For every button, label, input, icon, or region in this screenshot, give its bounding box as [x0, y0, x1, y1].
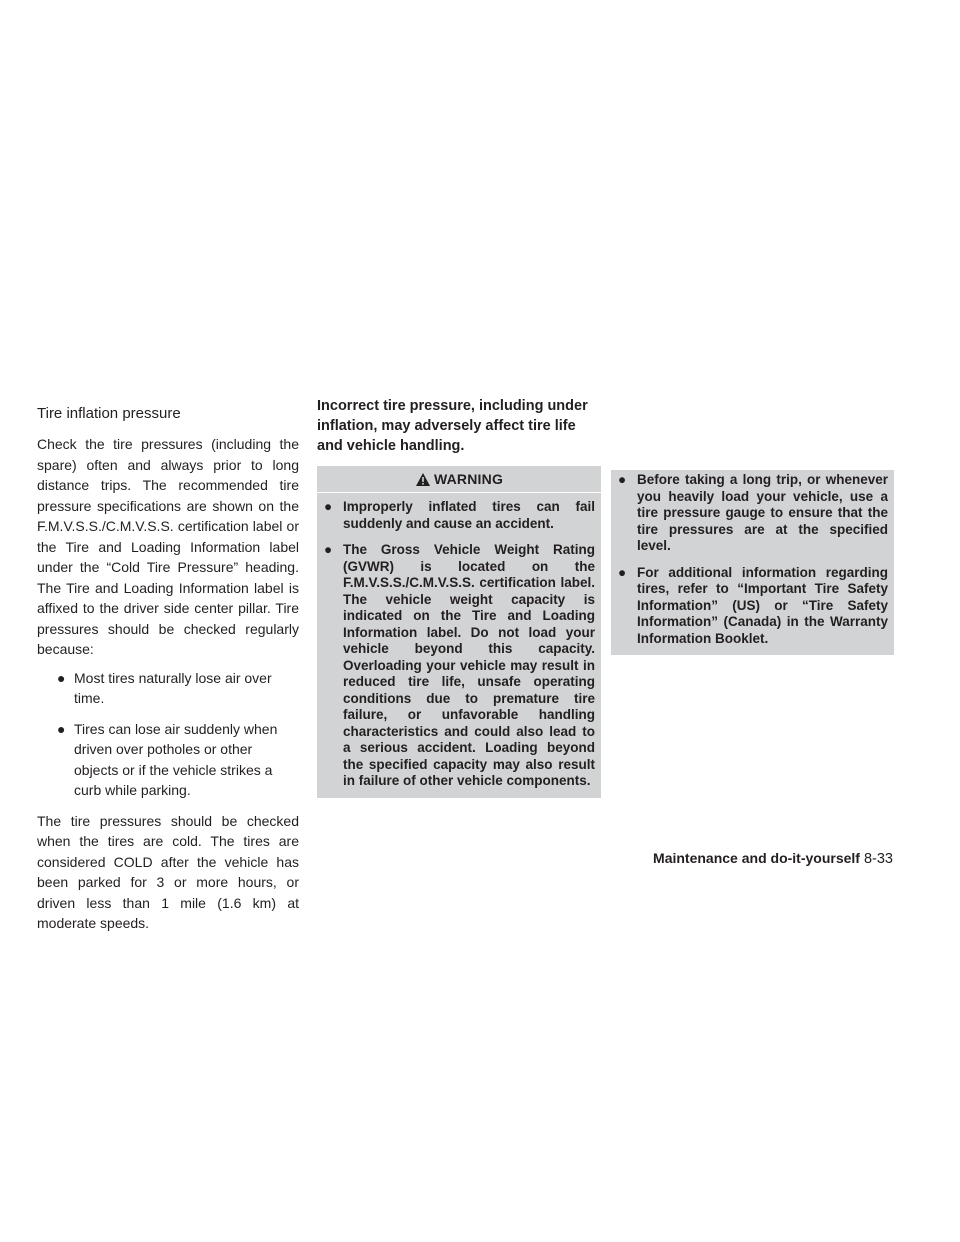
warning-list-continued: [617, 470, 888, 647]
bullet-icon: ●: [618, 472, 627, 487]
section-heading: Tire inflation pressure: [37, 405, 181, 422]
footer-section-title: Maintenance and do-it-yourself: [653, 850, 860, 866]
page-number: 8-33: [863, 851, 893, 867]
warning-item: ● For additional information regarding tires, refer to “Important Tire Safety Information” (US) or “Tire Safety Information” (Canada) in the Warranty Information Booklet.: [618, 564, 888, 646]
page-footer: [653, 850, 893, 867]
warning-item: ● Improperly inflated tires can fail suddenly and cause an accident.: [324, 499, 595, 531]
warning-title: WARNING: [433, 471, 504, 487]
left-column: [37, 404, 299, 942]
warning-box: [317, 466, 601, 798]
bullet-icon: ●: [324, 542, 333, 557]
warning-triangle-icon: [415, 472, 431, 487]
reasons-list: [37, 668, 299, 801]
list-item: ● Most tires naturally lose air over time.: [57, 669, 272, 706]
warning-list: [323, 499, 595, 790]
middle-column: [317, 396, 601, 798]
cold-tire-paragraph: The tire pressures should be checked when the tires are cold. The tires are considered COLD after the vehicle has been parked for 3 or more hours, or driven less than 1 mile (1.6 km) at moderate speeds.: [37, 812, 299, 931]
bullet-icon: ●: [324, 499, 333, 514]
bullet-icon: ●: [57, 720, 66, 737]
warning-item: ● Before taking a long trip, or whenever you heavily load your vehicle, use a tire pressure gauge to ensure that the tire pressures are at the specified level.: [618, 472, 888, 553]
list-item: ● Tires can lose air suddenly when driven over potholes or other objects or if the vehicle strikes a curb while parking.: [57, 720, 278, 798]
bullet-icon: ●: [618, 564, 627, 580]
warning-box-continued: [611, 470, 894, 655]
warning-item: ● The Gross Vehicle Weight Rating (GVWR) is located on the F.M.V.S.S./C.M.V.S.S. certification label. The vehicle weight capacity is indicated on the Tire and Loading Information label. Do not load your vehicle beyond this capacity. Overloading your vehicle may result in reduced tire life, unsafe operating conditions due to premature tire failure, or unfavorable handling characteristics and could also lead to a serious accident. Loading beyond the specified capacity may also result in failure of other vehicle components.: [324, 542, 595, 788]
warning-header: [317, 466, 601, 493]
right-column: [611, 470, 894, 655]
intro-paragraph: Check the tire pressures (including the spare) often and always prior to long distance trips. The recommended tire pressure specifications are shown on the F.M.V.S.S./C.M.V.S.S. certification label or the Tire and Loading Information label under the “Cold Tire Pressure” heading. The Tire and Loading Information label is affixed to the driver side center pillar. Tire pressures should be checked regularly because:: [37, 436, 299, 657]
caution-statement: Incorrect tire pressure, including under inflation, may adversely affect tire life and vehicle handling.: [317, 398, 588, 454]
bullet-icon: ●: [57, 669, 66, 686]
